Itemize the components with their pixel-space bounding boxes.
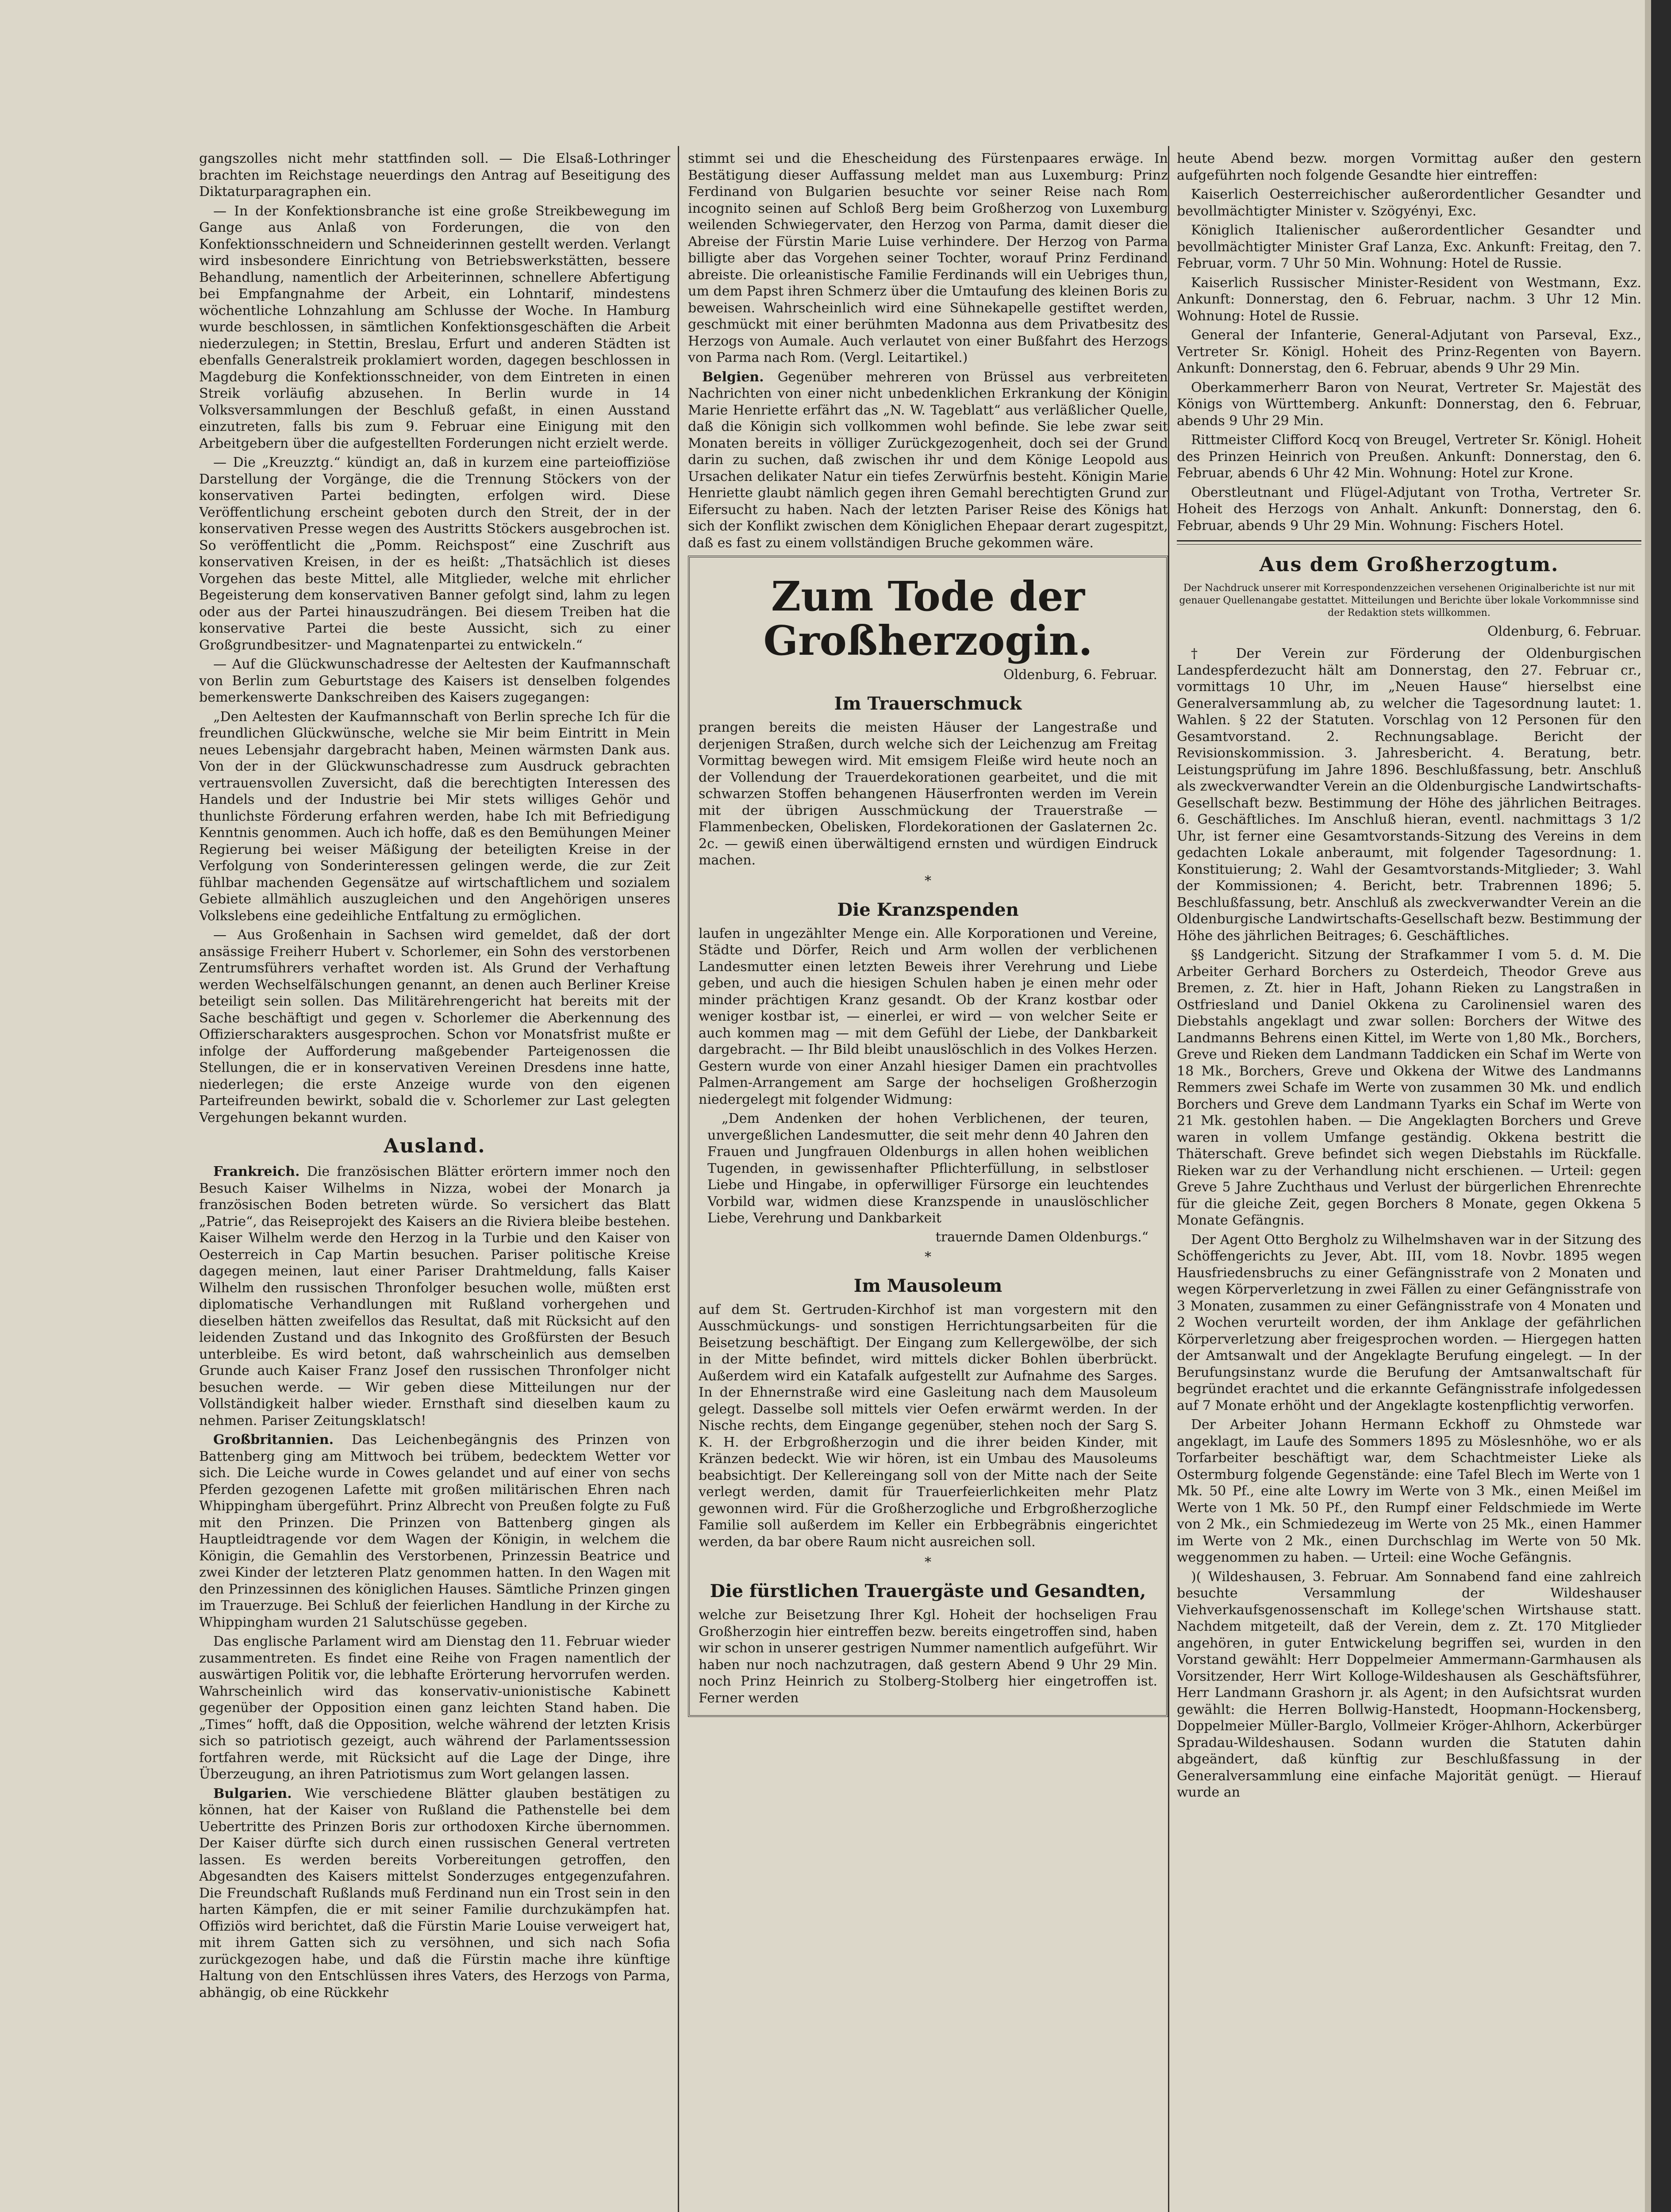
subheading: Die Kranzspenden (837, 899, 1019, 920)
paragraph: Oberstleutnant und Flügel-Adjutant von Trotha, Vertreter Sr. Hoheit des Herzogs von Anhalt. Ankunft: Donnerstag, den 6. Februar, abends 9 Uhr 29 Min. Wohnung: Fischers Hotel. (1177, 484, 1641, 534)
paragraph: Der Arbeiter Johann Hermann Eckhoff zu Ohmstede war angeklagt, im Laufe des Sommers 1895 zu Möslesnhöhe, wo er als Torfarbeiter beschäftigt war, dem Schachtmeister Lieke als Ostermburg folgende Gegenstände: eine Tafel Blech im Werte von 1 Mk. 50 Pf., eine alte Lowry im Werte von 3 Mk., einen Meißel im Werte von 1 Mk. 50 Pf., den Rumpf einer Feldschmiede im Werte von 2 Mk., ein Schmiedezeug im Werte von 25 Mk., einen Hammer im Werte von 2 Mk., einen Durchschlag im Werte von 50 Mk. weggenommen zu haben. — Urteil: eine Woche Gefängnis. (1177, 1417, 1641, 1565)
paragraph-text: Wie verschiedene Blätter glauben bestätigen zu können, hat der Kaiser von Rußland die Pathenstelle bei dem Uebertritte des Prinzen Boris zur orthodoxen Kirche übernommen. Der Kaiser dürfte sich durch einen russischen General vertreten lassen. Es werden bereits Vorbereitungen getroffen, den Abgesandten des Kaisers mittelst Sonderzuges entgegenzufahren. Die Freundschaft Rußlands muß Ferdinand nun ein Trost sein in den harten Kämpfen, die er mit seiner Familie durchzukämpfen hat. Offiziös wird berichtet, daß die Fürstin Marie Louise verweigert hat, mit ihrem Gatten sich zu versöhnen, und sich nach Sofia zurückgezogen habe, und daß die Fürstin mache ihre künftige Haltung von den Entschlüssen ihres Vaters, des Herzogs von Parma, abhängig, ob eine Rückkehr (199, 1786, 670, 2001)
paragraph: Rittmeister Clifford Kocq von Breugel, Vertreter Sr. Königl. Hoheit des Prinzen Heinrich von Preußen. Ankunft: Donnerstag, den 6. Februar, abends 6 Uhr 42 Min. Wohnung: Hotel zur Krone. (1177, 432, 1641, 481)
paragraph (199, 1432, 670, 1631)
country-heading: Bulgarien. (213, 1786, 292, 1801)
paragraph-text: Gegenüber mehreren von Brüssel aus verbreiteten Nachrichten von einer nicht unbedenklichen Erkrankung der Königin Marie Henriette erfährt das „N. W. Tageblatt“ aus verläßlicher Quelle, daß die Königin sich vollkommen wohl befinde. Sie lebe zwar seit Monaten bereits in völliger Zurückgezogenheit, doch sei der Grund darin zu suchen, daß zwischen ihr und dem Könige Leopold aus Ursachen delikater Natur ein tiefes Zerwürfnis besteht. Königin Marie Henriette glaubt nämlich gegen ihren Gemahl berechtigten Grund zur Eifersucht zu haben. Nach der letzten Pariser Reise des Königs hat sich der Konflikt zwischen dem Königlichen Ehepaar derart zugespitzt, daß es fast zu einem vollständigen Bruche gekommen wäre. (688, 369, 1168, 551)
headline: Zum Tode der Großherzogin. (763, 572, 1093, 664)
dateline: Oldenburg, 6. Februar. (1003, 667, 1157, 683)
paragraph: heute Abend bezw. morgen Vormittag außer den gestern aufgeführten noch folgende Gesandte hier eintreffen: (1177, 151, 1641, 183)
separator-star: * (925, 1249, 931, 1265)
column-rule (1168, 146, 1169, 2212)
paragraph: Kaiserlich Russischer Minister-Resident von Westmann, Exz. Ankunft: Donnerstag, den 6. Februar, nachm. 3 Uhr 12 Min. Wohnung: Hotel de Russie. (1177, 275, 1641, 324)
country-heading: Frankreich. (213, 1164, 300, 1179)
section-title: Aus dem Großherzogtum. (1259, 553, 1559, 576)
dedication-signature: trauernde Damen Oldenburgs.“ (935, 1229, 1149, 1245)
obituary-box (688, 556, 1168, 1717)
section-title: Ausland. (384, 1135, 486, 1157)
column-right (1177, 150, 1641, 2212)
column-left (199, 150, 670, 2212)
country-heading: Großbritannien. (213, 1432, 334, 1448)
column-middle (688, 150, 1168, 2212)
paragraph: welche zur Beisetzung Ihrer Kgl. Hoheit der hochseligen Frau Großherzogin hier eintreffen bezw. bereits eingetroffen sind, haben wir schon in unserer gestrigen Nummer namentlich aufgeführt. Wir haben nur noch nachzutragen, daß gestern Abend 9 Uhr 29 Min. noch Prinz Heinrich zu Stolberg-Stolberg hier eingetroffen ist. Ferner werden (699, 1607, 1157, 1706)
page-edge (1645, 0, 1651, 2212)
paragraph-text: Die französischen Blätter erörtern immer noch den Besuch Kaiser Wilhelms in Nizza, wobei der Monarch ja französischen Boden betreten würde. So versichert das Blatt „Patrie“, das Reiseprojekt des Kaisers an die Riviera bleibe bestehen. Kaiser Wilhelm werde den Herzog in la Turbie und den Kaiser von Oesterreich in Cap Martin besuchen. Pariser politische Kreise dagegen meinen, laut einer Pariser Drahtmeldung, falls Kaiser Wilhelm den russischen Thronfolger besuchen wolle, müßten erst diplomatische Verhandlungen mit Rußland vorhergehen und dieselben hätten zweifellos das Resultat, daß mit Rücksicht auf den leidenden Zustand und das Inkognito des Großfürsten der Besuch unterbleibe. Es wird betont, daß wahrscheinlich aus demselben Grunde auch Kaiser Franz Josef den russischen Thronfolger nicht besuchen werde. — Wir geben diese Mitteilungen nur der Vollständigkeit halber wieder. Ernsthaft sind dieselben kaum zu nehmen. Pariser Zeitungsklatsch! (199, 1164, 670, 1429)
paragraph: stimmt sei und die Ehescheidung des Fürstenpaares erwäge. In Bestätigung dieser Auffassung meldet man aus Luxemburg: Prinz Ferdinand von Bulgarien besuchte vor seiner Reise nach Rom incognito seinen auf Schloß Berg beim Großherzog von Luxemburg weilenden Schwiegervater, den Herzog von Parma, damit dieser die Abreise der Fürstin Marie Luise verhindere. Der Herzog von Parma billigte aber das Vorgehen seiner Tochter, worauf Prinz Ferdinand abreiste. Die orleanistische Familie Ferdinands will ein Uebriges thun, um dem Papst ihren Schmerz über die Umtaufung des kleinen Boris zu beweisen. Wahrscheinlich wird eine Sühnekapelle gestiftet werden, geschmückt mit einer berühmten Madonna aus dem Privatbesitz des Herzogs von Aumale. Auch verlautet von einer Bußfahrt des Herzogs von Parma nach Rom. (Vergl. Leitartikel.) (688, 151, 1168, 365)
subheading: Im Mausoleum (853, 1275, 1003, 1296)
paragraph-text: Das Leichenbegängnis des Prinzen von Battenberg ging am Mittwoch bei trübem, bedecktem Wetter vor sich. Die Leiche wurde in Cowes gelandet und auf einer von sechs Pferden gezogenen Lafette mit großen militärischen Ehren nach Whippingham übergeführt. Prinz Albrecht von Preußen folgte zu Fuß mit den Prinzen. Die Prinzen von Battenberg gingen als Hauptleidtragende vor dem Wagen der Königin, in welchem die Königin, die Gemahlin des Verstorbenen, Prinzessin Beatrice und zwei Kinder der letzteren Platz genommen hatten. In den Wagen mit den Prinzessinnen des königlichen Hauses. Sämtliche Prinzen gingen im Trauerzuge. Bei Schluß der feierlichen Handlung in der Kirche zu Whippingham wurden 21 Salutschüsse gegeben. (199, 1432, 670, 1630)
column-rule (678, 146, 679, 2212)
paragraph: „Den Aeltesten der Kaufmannschaft von Berlin spreche Ich für die freundlichen Glückwünsche, welche sie Mir beim Eintritt in Mein neues Lebensjahr dargebracht haben, Meinen wärmsten Dank aus. Von der in der Glückwunschadresse zum Ausdruck gebrachten vertrauensvollen Zuversicht, daß die berechtigten Interessen des Handels und der Industrie bei Mir stets williges Gehör und thunlichste Förderung erfahren werden, habe Ich mit Befriedigung Kenntnis genommen. Auch ich hoffe, daß es den Bemühungen Meiner Regierung bei weiser Mäßigung der beteiligten Kreise in der Verfolgung von Sonderinteressen gelingen werde, die zur Zeit fühlbar machenden Gegensätze auf wirtschaftlichem und sozialem Gebiete allmählich auszugleichen und den Angehörigen unseres Volkslebens eine gedeihliche Entfaltung zu ermöglichen. (199, 709, 670, 924)
paragraph: )( Wildeshausen, 3. Februar. Am Sonnabend fand eine zahlreich besuchte Versammlung der Wildeshauser Viehverkaufsgenossenschaft im Kollege'schen Wirtshause statt. Nachdem mitgeteilt, daß der Verein, dem z. Zt. 170 Mitglieder angehören, in guter Entwickelung begriffen sei, wurden in den Vorstand gewählt: Herr Doppelmeier Ammermann-Garmhausen als Vorsitzender, Herr Wirt Kolloge-Wildeshausen als Geschäftsführer, Herr Landmann Grashorn jr. als Agent; in den Aufsichtsrat wurden gewählt: die Herren Bollwig-Hanstedt, Hoopmann-Hockensberg, Doppelmeier Müller-Barglo, Vollmeier Kröger-Ahlhorn, Ackerbürger Spradau-Wildeshausen. Sodann wurden die Statuten dahin abgeändert, daß künftig zur Beschlußfassung in der Generalversammlung eine einfache Majorität genügt. — Hierauf wurde an (1177, 1569, 1641, 1800)
paragraph (199, 1786, 670, 2001)
paragraph: — Die „Kreuzztg.“ kündigt an, daß in kurzem eine parteioffiziöse Darstellung der Vorgänge, die die Trennung Stöckers von der konservativen Partei bedingten, erfolgen wird. Diese Veröffentlichung erscheint geboten durch den Streit, der in der konservativen Presse wegen des Austritts Stöckers ausgebrochen ist. So veröffentlicht die „Pomm. Reichspost“ eine Zuschrift aus konservativen Kreisen, in der es heißt: „Thatsächlich ist dieses Vorgehen das beste Mittel, alle Mitglieder, welche mit ehrlicher Begeisterung dem konservativen Banner gefolgt sind, lahm zu legen oder aus der Partei hinauszudrängen. Bei diesem Treiben hat die konservative Partei die beste Aussicht, sich zu einer Großgrundbesitzer- und Magnatenpartei zu entwickeln.“ (199, 455, 670, 653)
paragraph: — Aus Großenhain in Sachsen wird gemeldet, daß der dort ansässige Freiherr Hubert v. Schorlemer, ein Sohn des verstorbenen Zentrumsführers verhaftet worden ist. Als Grund der Verhaftung werden Wechselfälschungen genannt, an denen auch Berliner Kreise beteiligt sein sollen. Das Militärehrengericht hat bereits mit der Sache beschäftigt und gegen v. Schorlemer die Aberkennung des Offizierscharakters ausgesprochen. Schon vor Monatsfrist mußte er infolge der Aufforderung maßgebender Parteigenossen die Stellungen, die er in konservativen Vereinen Dresdens inne hatte, niederlegen; die erste Anzeige wurde von den eigenen Parteifreunden bewirkt, sobald die v. Schorlemer zur Last gelegten Vergehungen bekannt wurden. (199, 927, 670, 1125)
separator-star: * (925, 1555, 931, 1570)
reprint-note: Der Nachdruck unserer mit Korrespondenzzeichen versehenen Originalberichte ist nur mit genauer Quellenangabe gestattet. Mitteilungen und Berichte über lokale Vorkommnisse sind der Redaktion stets willkommen. (1179, 583, 1639, 618)
paragraph: auf dem St. Gertruden-Kirchhof ist man vorgestern mit den Ausschmückungs- und sonstigen Herrichtungsarbeiten für die Beisetzung beschäftigt. Der Eingang zum Kellergewölbe, der sich in der Mitte befindet, wird mittels dicker Bohlen überbrückt. Außerdem wird ein Katafalk aufgestellt zur Aufnahme des Sarges. In der Ehnernstraße wird eine Gasleitung nach dem Mausoleum gelegt. Dasselbe soll mittels vier Oefen erwärmt werden. In der Nische rechts, dem Eingange gegenüber, stehen noch der Sarg S. K. H. der Erbgroßherzogin und die ihrer beiden Kinder, mit Kränzen bedeckt. Wie wir hören, ist ein Umbau des Mausoleums beabsichtigt. Der Kellereingang soll von der Mitte nach der Seite verlegt werden, damit für Trauerfeierlichkeiten mehr Platz gewonnen wird. Für die Großherzogliche und Erbgroßherzogliche Familie soll außerdem im Keller ein Erbbegräbnis eingerichtet werden, da bar obere Raum nicht ausreichen soll. (699, 1302, 1157, 1550)
paragraph: gangszolles nicht mehr stattfinden soll. — Die Elsaß-Lothringer brachten im Reichstage neuerdings den Antrag auf Beseitigung des Diktaturparagraphen ein. (199, 151, 670, 200)
paragraph: Oberkammerherr Baron von Neurat, Vertreter Sr. Majestät des Königs von Württemberg. Ankunft: Donnerstag, den 6. Februar, abends 9 Uhr 29 Min. (1177, 380, 1641, 429)
paragraph: laufen in ungezählter Menge ein. Alle Korporationen und Vereine, Städte und Dörfer, Reich und Arm wollen der verblichenen Landesmutter einen letzten Beweis ihrer Verehrung und Liebe geben, und auch die hiesigen Schulen haben je einen mehr oder minder prächtigen Kranz gesandt. Ob der Kranz kostbar oder weniger kostbar ist, — einerlei, er wird — von welcher Seite er auch kommen mag — mit dem Gefühl der Liebe, der Dankbarkeit dargebracht. — Ihr Bild bleibt unauslöschlich in des Volkes Herzen. Gestern wurde von einer Anzahl hiesiger Damen ein prachtvolles Palmen-Arrangement am Sarge der hochseligen Großherzogin niedergelegt mit folgender Widmung: (699, 926, 1157, 1107)
paragraph: §§ Landgericht. Sitzung der Strafkammer I vom 5. d. M. Die Arbeiter Gerhard Borchers zu Osterdeich, Theodor Greve aus Bremen, z. Zt. hier in Haft, Johann Rieken zu Langstraßen in Ostfriesland und Daniel Okkena zu Carolinensiel waren des Diebstahls angeklagt und zwar sollen: Borchers der Witwe des Landmanns Behrens einen Kittel, im Werte von 1,80 Mk., Borchers, Greve und Rieken dem Landmann Taddicken ein Schaf im Werte von 18 Mk., Borchers, Greve und Okkena der Witwe des Landmanns Remmers zwei Schafe im Werte von zusammen 30 Mk. und endlich Borchers und Greve dem Landmann Tyarks ein Schaf im Werte von 21 Mk. gestohlen haben. — Die Angeklagten Borchers und Greve waren in vollem Umfange geständig. Okkena bestritt die Thäterschaft. Greve befindet sich wegen Diebstahls im Rückfalle. Rieken war zu der Verhandlung nicht erschienen. — Urteil: gegen Greve 5 Jahre Zuchthaus und Verlust der bürgerlichen Ehrenrechte für die gleiche Zeit, gegen Borchers 8 Monate, gegen Okkena 5 Monate Gefängnis. (1177, 947, 1641, 1228)
paragraph: Der Agent Otto Bergholz zu Wilhelmshaven war in der Sitzung des Schöffengerichts zu Jever, Abt. III, vom 18. Novbr. 1895 wegen Hausfriedensbruchs zu einer Gefängnisstrafe von 2 Monaten und wegen Körperverletzung in zwei Fällen zu einer Gefängnisstrafe von 3 Monaten, zusammen zu einer Gefängnisstrafe von 4 Monaten und 2 Wochen verurteilt worden, der ihm Anklage der gefährlichen Körperverletzung aber freigesprochen worden. — Hiergegen hatten der Amtsanwalt und der Angeklagte Berufung eingelegt. — In der Berufungsinstanz wurde die Berufung der Amtsanwaltschaft für begründet erachtet und die erkannte Gefängnisstrafe infolgedessen auf 7 Monate erhöht und der Angeklagte kostenpflichtig verworfen. (1177, 1232, 1641, 1413)
paragraph: Das englische Parlament wird am Dienstag den 11. Februar wieder zusammentreten. Es findet eine Reihe von Fragen namentlich der auswärtigen Politik vor, die lebhafte Erörterung hervorrufen werden. Wahrscheinlich wird das konservativ-unionistische Kabinett gegenüber der Opposition einen ganz leichten Stand haben. Die „Times“ hofft, daß die Opposition, welche während der letzten Krisis sich so patriotisch gezeigt, auch während der Parlamentssession fortfahren werde, mit Rücksicht auf die Lage der Dinge, ihre Überzeugung, an ihren Patriotismus zum Wort gelangen lassen. (199, 1634, 670, 1782)
subheading: Im Trauerschmuck (834, 693, 1022, 714)
country-heading: Belgien. (702, 369, 764, 385)
paragraph: Königlich Italienischer außerordentlicher Gesandter und bevollmächtigter Minister Graf Lanza, Exc. Ankunft: Freitag, den 7. Februar, vorm. 7 Uhr 50 Min. Wohnung: Hotel de Russie. (1177, 223, 1641, 271)
paragraph: General der Infanterie, General-Adjutant von Parseval, Exz., Vertreter Sr. Königl. Hoheit des Prinz-Regenten von Bayern. Ankunft: Donnerstag, den 6. Februar, abends 9 Uhr 29 Min. (1177, 327, 1641, 376)
paragraph (688, 369, 1168, 552)
paragraph: — Auf die Glückwunschadresse der Aeltesten der Kaufmannschaft von Berlin zum Geburtstage des Kaisers ist denselben folgendes bemerkenswerte Dankschreiben des Kaisers zugegangen: (199, 657, 670, 705)
subheading: Die fürstlichen Trauergäste und Gesandten, (710, 1581, 1146, 1601)
dedication-quote: „Dem Andenken der hohen Verblichenen, der teuren, unvergeßlichen Landesmutter, die seit mehr denn 40 Jahren den Frauen und Jungfrauen Oldenburgs in allen hohen weiblichen Tugenden, in gewissenhafter Pflichterfüllung, in selbstloser Liebe und Hingabe, in opferwilliger Fürsorge ein leuchtendes Vorbild war, widmen diese Kranzspende in unauslöschlicher Liebe, Verehrung und Dankbarkeit (707, 1111, 1149, 1226)
paragraph: Kaiserlich Oesterreichischer außerordentlicher Gesandter und bevollmächtigter Minister v. Szögyényi, Exc. (1177, 187, 1641, 219)
paragraph (199, 1164, 670, 1429)
paragraph: † Der Verein zur Förderung der Oldenburgischen Landespferdezucht hält am Donnerstag, den 27. Februar cr., vormittags 10 Uhr, im „Neuen Hause“ hierselbst eine Generalversammlung ab, zu welcher die Tagesordnung lautet: 1. Wahlen. § 22 der Statuten. Vorschlag von 12 Personen für den Gesamtvorstand. 2. Rechnungsablage. Bericht der Revisionskommission. 3. Jahresbericht. 4. Beratung, betr. Leistungsprüfung im Jahre 1896. Beschlußfassung, betr. Anschluß als zweckverwandter Verein an die Oldenburgische Landwirtschafts-Gesellschaft bezw. Bestimmung der Höhe des jährlichen Beitrages. 6. Geschäftliches. Im Anschluß hieran, eventl. nachmittags 3 1/2 Uhr, ist ferner eine Gesamtvorstands-Sitzung des Vereins in dem gedachten Lokale anberaumt, mit folgender Tagesordnung: 1. Konstituierung; 2. Wahl der Gesamtvorstands-Mitglieder; 3. Wahl der Kommissionen; 4. Bericht, betr. Trabrennen 1896; 5. Beschlußfassung, betr. Anschluß als zweckverwandter Verein an die Oldenburgische Landwirtschafts-Gesellschaft bezw. Bestimmung der Höhe des jährlichen Beitrages; 6. Geschäftliches. (1177, 646, 1641, 944)
section-divider (1177, 540, 1641, 545)
paragraph: prangen bereits die meisten Häuser der Langestraße und derjenigen Straßen, durch welche sich der Leichenzug am Freitag Vormittag bewegen wird. Mit emsigem Fleiße wird heute noch an der Vollendung der Trauerdekorationen gearbeitet, und die mit schwarzen Stoffen behangenen Häuserfronten werden im Verein mit der übrigen Ausschmückung der Trauerstraße — Flammenbecken, Obelisken, Flordekorationen der Gaslaternen 2c. 2c. — gewiß einen überwältigend ernsten und würdigen Eindruck machen. (699, 720, 1157, 868)
dateline: Oldenburg, 6. Februar. (1487, 624, 1641, 639)
paragraph: — In der Konfektionsbranche ist eine große Streikbewegung im Gange aus Anlaß von Forderungen, die von den Konfektionsschneidern und Schneiderinnen gestellt werden. Verlangt wird insbesondere Einrichtung von Betriebswerkstätten, bessere Behandlung, namentlich der Arbeiterinnen, schnellere Abfertigung bei Empfangnahme der Arbeit, ein Lohntarif, mindestens wöchentliche Lohnzahlung am Schlusse der Woche. In Hamburg wurde beschlossen, in sämtlichen Konfektionsgeschäften die Arbeit niederzulegen; in Stettin, Breslau, Erfurt und anderen Städten ist ebenfalls Generalstreik proklamiert worden, dagegen beschlossen in Magdeburg die Konfektionsschneider, von dem Eintreten in einen Streik vorläufig abzusehen. In Berlin wurde in 14 Volksversammlungen der Beschluß gefaßt, in einen Ausstand einzutreten, falls bis zum 9. Februar eine Einigung mit den Arbeitgebern über die aufgestellten Forderungen nicht erzielt werde. (199, 203, 670, 451)
separator-star: * (925, 873, 931, 889)
